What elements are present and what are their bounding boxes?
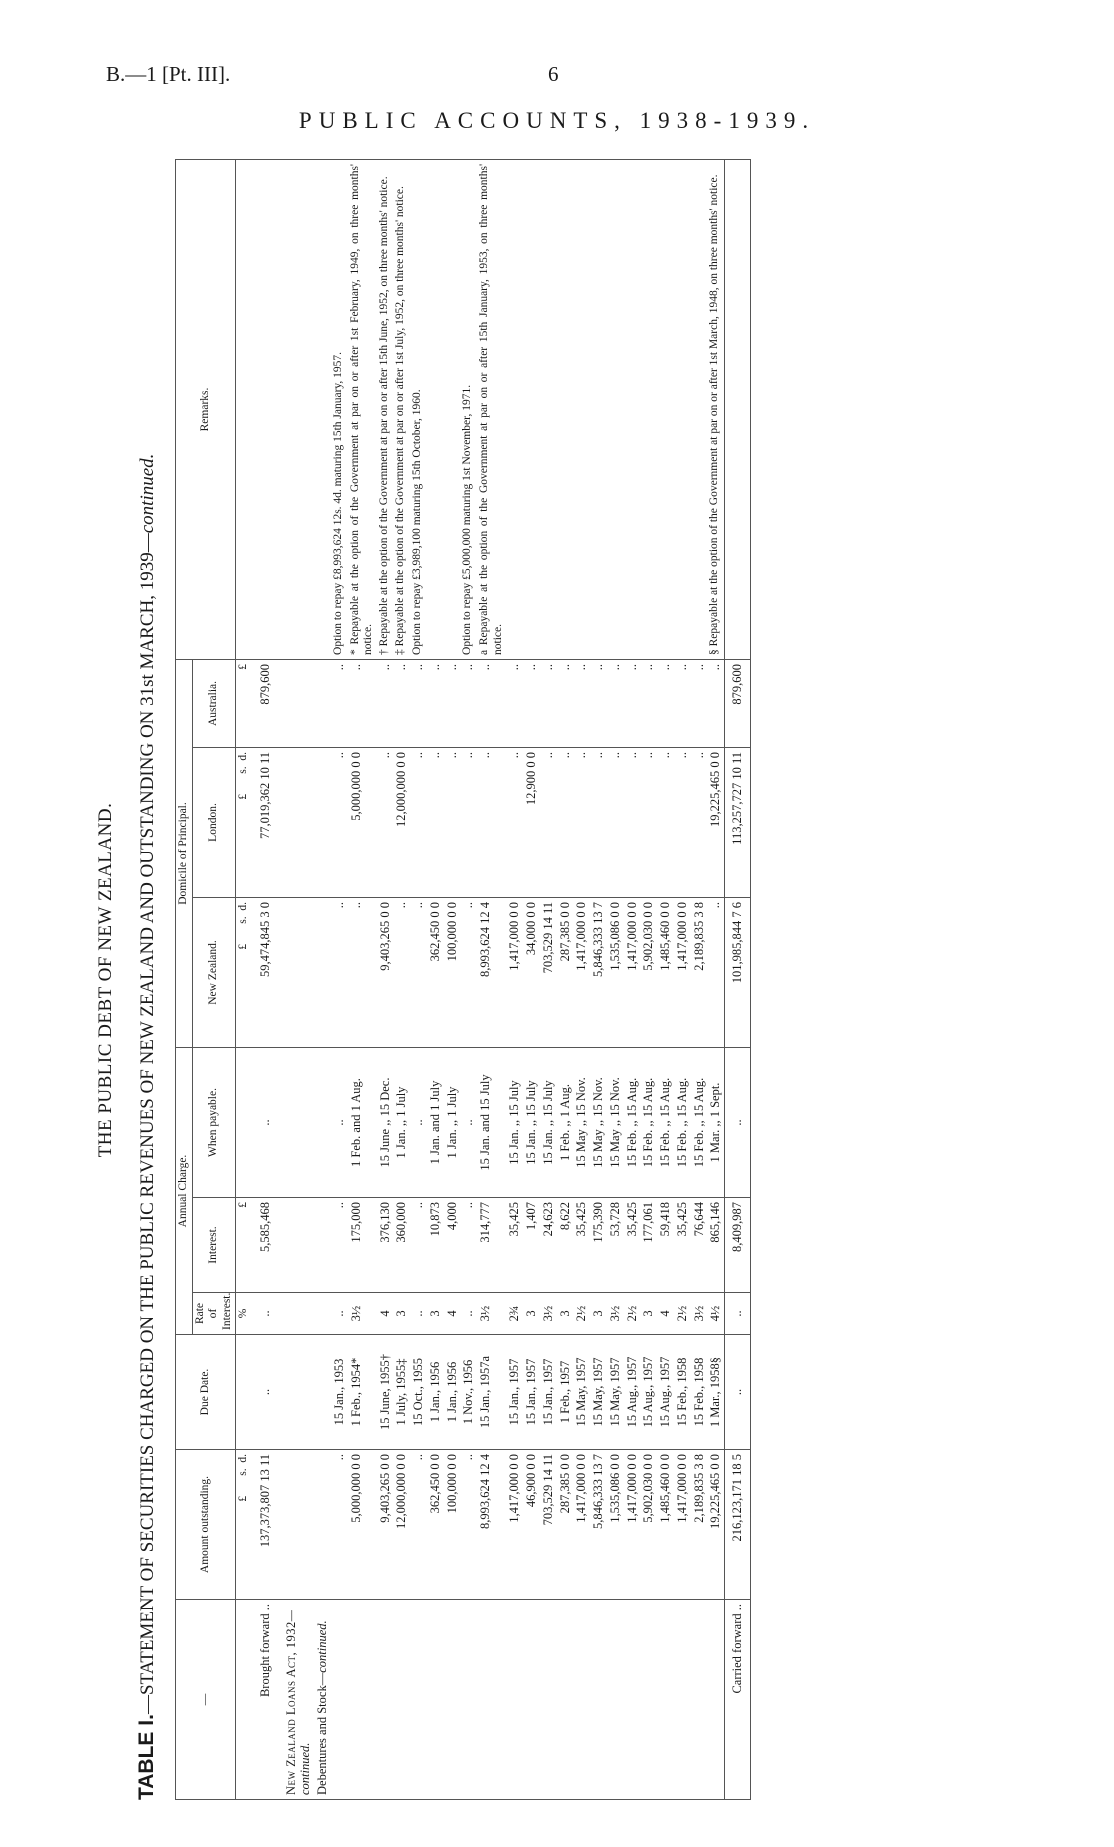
cell-interest: 177,061 [640,1198,657,1293]
cell-london: .. [691,748,708,898]
cell-london: .. [590,748,607,898]
cell-remark [607,159,624,659]
cell-when: 15 Jan. ,, 15 July [506,1048,523,1198]
description-header: — [176,1600,236,1800]
unit-label: £ [236,1198,252,1293]
section-heading-continued: —continued. [283,1610,313,1795]
cell-rate: 3½ [477,1293,506,1335]
cell-remark: * Repayable at the option of the Government at par on or after 1st February, 1949, on three months' notice. [348,159,377,659]
section-heading [283,1600,315,1800]
cell-when: .. [725,1048,751,1198]
cell-nz: .. [393,898,410,1048]
cell-due: 15 Aug., 1957 [657,1335,674,1450]
cell-when: 15 Feb. ,, 15 Aug. [624,1048,641,1198]
cell-interest: 24,623 [540,1198,557,1293]
table-title-text: —STATEMENT OF SECURITIES CHARGED ON THE PUBLIC REVENUES OF NEW ZEALAND AND OUTSTANDING ON 31st MARCH, 1939— [137,533,158,1715]
domicile-of-principal-header: Domicile of Principal. [176,659,193,1047]
cell-nz: 287,385 0 0 [557,898,574,1048]
cell-due: 15 Jan., 1953 [331,1335,348,1450]
cell-due: .. [725,1335,751,1450]
cell-amount: 100,000 0 0 [444,1450,461,1600]
cell-when: 15 Feb. ,, 15 Aug. [640,1048,657,1198]
cell-rate: .. [410,1293,427,1335]
table-body [236,159,725,1799]
cell-aus: .. [657,659,674,747]
cell-aus: .. [691,659,708,747]
cell-when: 15 June ,, 15 Dec. [377,1048,394,1198]
cell-due: 15 Feb., 1958 [674,1335,691,1450]
subheading-row [314,159,331,1799]
units-row [236,159,252,1799]
cell-due: 1 Nov., 1956 [460,1335,477,1450]
cell-when: 15 May ,, 15 Nov. [573,1048,590,1198]
cell-due: 15 Jan., 1957 [540,1335,557,1450]
cell-when: 15 Jan. ,, 15 July [540,1048,557,1198]
cell-due: 15 May, 1957 [573,1335,590,1450]
cell-when: 1 Feb. ,, 1 Aug. [557,1048,574,1198]
cell-amount: 2,189,835 3 8 [691,1450,708,1600]
cell-remark: Option to repay £8,993,624 12s. 4d. maturing 15th January, 1957. [331,159,348,659]
cell-amount: .. [410,1450,427,1600]
cell-nz: 5,902,030 0 0 [640,898,657,1048]
cell-when: 15 May ,, 15 Nov. [607,1048,624,1198]
cell-amount: 19,225,465 0 0 [707,1450,724,1600]
cell-remark: † Repayable at the option of the Government at par on or after 15th June, 1952, on three months' notice. [377,159,394,659]
cell-remark [506,159,523,659]
cell-due: 1 Mar., 1958§ [707,1335,724,1450]
cell-rate: .. [331,1293,348,1335]
table-row [460,159,477,1799]
cell-remark [540,159,557,659]
table-row [331,159,348,1799]
section-heading-row [283,159,315,1799]
table-row [393,159,410,1799]
cell-amount: 137,373,807 13 11 [252,1450,283,1600]
cell-interest: 314,777 [477,1198,506,1293]
cell-rate: 3 [393,1293,410,1335]
cell-rate: 4 [444,1293,461,1335]
page-title: PUBLIC ACCOUNTS, 1938-1939. [298,108,816,133]
australia-header: Australia. [192,659,236,747]
document-reference: B.—1 [Pt. III]. [106,62,231,86]
cell-due: 1 Feb., 1954* [348,1335,377,1450]
cell-nz: 1,535,086 0 0 [607,898,624,1048]
section-heading-text: New Zealand Loans Act, 1932 [283,1621,298,1795]
cell-interest: .. [331,1198,348,1293]
cell-london: 113,257,727 10 11 [725,748,751,898]
cell-london: .. [540,748,557,898]
cell-rate: 2½ [674,1293,691,1335]
cell-interest: 35,425 [506,1198,523,1293]
page-header [0,0,1114,133]
cell-london: .. [657,748,674,898]
cell-when: 1 Jan. and 1 July [427,1048,444,1198]
cell-london: .. [460,748,477,898]
cell-london: .. [506,748,523,898]
table-row [624,159,641,1799]
cell-remark [557,159,574,659]
cell-rate: 3½ [607,1293,624,1335]
table-row [607,159,624,1799]
subheading-text: Debentures and Stock— [315,1672,330,1795]
cell-rate: 3 [557,1293,574,1335]
cell-amount: 5,902,030 0 0 [640,1450,657,1600]
cell-nz: 34,000 0 0 [523,898,540,1048]
cell-amount: 46,900 0 0 [523,1450,540,1600]
table-row [640,159,657,1799]
cell-rate: 3 [640,1293,657,1335]
cell-rate: 2½ [624,1293,641,1335]
cell-interest: 76,644 [691,1198,708,1293]
cell-due: 15 Jan., 1957a [477,1335,506,1450]
cell-aus: .. [377,659,394,747]
table-row [477,159,506,1799]
table-row [674,159,691,1799]
cell-when: 15 Jan. and 15 July [477,1048,506,1198]
cell-rate: 4 [377,1293,394,1335]
cell-nz: 362,450 0 0 [427,898,444,1048]
cell-aus: .. [410,659,427,747]
cell-when: 1 Jan. ,, 1 July [444,1048,461,1198]
cell-rate: 4 [657,1293,674,1335]
cell-due: 15 Jan., 1957 [523,1335,540,1450]
cell-nz: 8,993,624 12 4 [477,898,506,1048]
remarks-header: Remarks. [176,159,236,659]
cell-london: 19,225,465 0 0 [707,748,724,898]
cell-rate: 3 [427,1293,444,1335]
cell-interest: 376,130 [377,1198,394,1293]
cell-london: .. [410,748,427,898]
cell-interest: .. [460,1198,477,1293]
table-row [590,159,607,1799]
table-row [657,159,674,1799]
cell-aus: .. [460,659,477,747]
cell-nz: .. [460,898,477,1048]
cell-rate: 3 [590,1293,607,1335]
cell-interest: 175,390 [590,1198,607,1293]
cell-due: 1 Jan., 1956 [427,1335,444,1450]
cell-remark [640,159,657,659]
brought-forward-row [252,159,283,1799]
cell-nz: 1,417,000 0 0 [506,898,523,1048]
cell-london: .. [377,748,394,898]
cell-london: 12,000,000 0 0 [393,748,410,898]
page-number: 6 [548,62,559,86]
unit-label: £ s. d. [236,1450,252,1600]
cell-aus: .. [573,659,590,747]
rotated-table-area [85,160,1045,1800]
cell-rate: 3 [523,1293,540,1335]
cell-when: 1 Feb. and 1 Aug. [348,1048,377,1198]
cell-when: .. [252,1048,283,1198]
cell-london: .. [331,748,348,898]
cell-nz: .. [707,898,724,1048]
cell-when: 15 Feb. ,, 15 Aug. [657,1048,674,1198]
table-row [707,159,724,1799]
cell-australia: 879,600 [725,659,751,747]
cell-when: 15 Feb. ,, 15 Aug. [691,1048,708,1198]
cell-remark: Option to repay £5,000,000 maturing 1st November, 1971. [460,159,477,659]
cell-aus: .. [590,659,607,747]
cell-amount: 1,485,460 0 0 [657,1450,674,1600]
cell-due: 1 July, 1955‡ [393,1335,410,1450]
cell-interest: 59,418 [657,1198,674,1293]
table-label: TABLE I. [135,1714,158,1800]
table-title [135,160,159,1800]
cell-aus: .. [674,659,691,747]
cell-nz: 9,403,265 0 0 [377,898,394,1048]
cell-london: .. [427,748,444,898]
cell-due: 15 Jan., 1957 [506,1335,523,1450]
cell-aus: .. [393,659,410,747]
cell-aus: .. [427,659,444,747]
table-row [523,159,540,1799]
cell-interest: 865,146 [707,1198,724,1293]
cell-when: .. [460,1048,477,1198]
securities-table [175,159,751,1800]
cell-due: 15 Aug., 1957 [640,1335,657,1450]
cell-amount: 12,000,000 0 0 [393,1450,410,1600]
table-row [410,159,427,1799]
cell-due: .. [252,1335,283,1450]
table-row [427,159,444,1799]
cell-when: .. [410,1048,427,1198]
cell-interest: 360,000 [393,1198,410,1293]
cell-aus: .. [624,659,641,747]
rate-of-interest-header: Rate of Interest. [192,1293,236,1335]
cell-amount: 1,417,000 0 0 [674,1450,691,1600]
cell-amount: 1,535,086 0 0 [607,1450,624,1600]
cell-when: 1 Jan. ,, 1 July [393,1048,410,1198]
cell-london: 77,019,362 10 11 [252,748,283,898]
london-header: London. [192,748,236,898]
cell-rate: 3½ [691,1293,708,1335]
carried-forward-label: Carried forward .. [725,1600,751,1800]
due-date-header: Due Date. [176,1335,236,1450]
cell-amount: 9,403,265 0 0 [377,1450,394,1600]
cell-remark [590,159,607,659]
cell-nz: 59,474,845 3 0 [252,898,283,1048]
cell-rate: 3½ [348,1293,377,1335]
cell-london: 12,900 0 0 [523,748,540,898]
cell-nz: 2,189,835 3 8 [691,898,708,1048]
cell-due: 15 June, 1955† [377,1335,394,1450]
cell-due: 15 Oct., 1955 [410,1335,427,1450]
cell-rate: 2¾ [506,1293,523,1335]
cell-rate: 2½ [573,1293,590,1335]
cell-interest: 35,425 [573,1198,590,1293]
cell-london: .. [444,748,461,898]
table-row [377,159,394,1799]
public-debt-heading: THE PUBLIC DEBT OF NEW ZEALAND. [95,802,116,1158]
cell-aus: .. [506,659,523,747]
cell-nz: .. [331,898,348,1048]
brought-forward-label: Brought forward .. [252,1600,283,1800]
cell-amount: 5,000,000 0 0 [348,1450,377,1600]
cell-interest: 5,585,468 [252,1198,283,1293]
cell-amount: 1,417,000 0 0 [573,1450,590,1600]
cell-aus: .. [540,659,557,747]
cell-interest: 8,622 [557,1198,574,1293]
cell-amount: 216,123,171 18 5 [725,1450,751,1600]
table-footer [725,159,751,1799]
cell-london: .. [557,748,574,898]
cell-london: .. [607,748,624,898]
cell-amount: 287,385 0 0 [557,1450,574,1600]
cell-amount: .. [331,1450,348,1600]
new-zealand-header: New Zealand. [192,898,236,1048]
cell-rate: .. [252,1293,283,1335]
cell-remark [674,159,691,659]
cell-aus: .. [557,659,574,747]
table-row [444,159,461,1799]
cell-interest: 1,407 [523,1198,540,1293]
cell-aus: .. [640,659,657,747]
cell-nz: 1,417,000 0 0 [624,898,641,1048]
table-row [691,159,708,1799]
cell-amount: 8,993,624 12 4 [477,1450,506,1600]
cell-remark [427,159,444,659]
unit-label: £ [236,659,252,747]
cell-australia: 879,600 [252,659,283,747]
cell-aus: .. [444,659,461,747]
cell-london: .. [573,748,590,898]
unit-label: % [236,1293,252,1335]
cell-remark [657,159,674,659]
cell-when: 15 Jan. ,, 15 July [523,1048,540,1198]
cell-due: 15 May, 1957 [590,1335,607,1450]
subheading [314,1600,331,1800]
cell-when: 15 Feb. ,, 15 Aug. [674,1048,691,1198]
table-row [348,159,377,1799]
cell-nz: 1,485,460 0 0 [657,898,674,1048]
cell-aus: .. [331,659,348,747]
unit-label: £ s. d. [236,898,252,1048]
cell-interest: 35,425 [624,1198,641,1293]
cell-due: 15 Aug., 1957 [624,1335,641,1450]
cell-when: 1 Mar. ,, 1 Sept. [707,1048,724,1198]
amount-outstanding-header: Amount outstanding. [176,1450,236,1600]
cell-rate: .. [460,1293,477,1335]
cell-interest: 35,425 [674,1198,691,1293]
cell-aus: .. [707,659,724,747]
cell-nz: 1,417,000 0 0 [573,898,590,1048]
cell-remark: a Repayable at the option of the Government at par on or after 15th January, 1953, on three months' notice. [477,159,506,659]
cell-interest: 10,873 [427,1198,444,1293]
table-row [540,159,557,1799]
cell-due: 1 Feb., 1957 [557,1335,574,1450]
cell-aus: .. [477,659,506,747]
cell-amount: 703,529 14 11 [540,1450,557,1600]
cell-amount: .. [460,1450,477,1600]
cell-remark [444,159,461,659]
when-payable-header: When payable. [192,1048,236,1198]
cell-due: 15 May, 1957 [607,1335,624,1450]
cell-rate: .. [725,1293,751,1335]
cell-interest: 53,728 [607,1198,624,1293]
cell-remark: § Repayable at the option of the Government at par on or after 1st March, 1948, on three months' notice. [707,159,724,659]
table-row [506,159,523,1799]
cell-remark: ‡ Repayable at the option of the Government at par on or after 1st July, 1952, on three months' notice. [393,159,410,659]
cell-amount: 1,417,000 0 0 [506,1450,523,1600]
table-row [557,159,574,1799]
cell-nz: 101,985,844 7 6 [725,898,751,1048]
cell-aus: .. [607,659,624,747]
cell-london: .. [624,748,641,898]
cell-interest: 175,000 [348,1198,377,1293]
cell-nz: 1,417,000 0 0 [674,898,691,1048]
cell-london: .. [640,748,657,898]
table-title-continued: continued. [137,453,158,534]
cell-amount: 5,846,333 13 7 [590,1450,607,1600]
cell-rate: 4½ [707,1293,724,1335]
table-row [573,159,590,1799]
cell-rate: 3½ [540,1293,557,1335]
cell-nz: 703,529 14 11 [540,898,557,1048]
cell-interest: .. [410,1198,427,1293]
cell-nz: .. [410,898,427,1048]
cell-nz: 5,846,333 13 7 [590,898,607,1048]
cell-aus: .. [348,659,377,747]
subheading-continued: continued. [315,1620,330,1673]
cell-interest: 4,000 [444,1198,461,1293]
cell-remark [691,159,708,659]
cell-remark [624,159,641,659]
cell-remark: Option to repay £3,989,100 maturing 15th October, 1960. [410,159,427,659]
interest-header: Interest. [192,1198,236,1293]
cell-london: 5,000,000 0 0 [348,748,377,898]
cell-aus: .. [523,659,540,747]
cell-remark [573,159,590,659]
cell-remark [523,159,540,659]
cell-when: .. [331,1048,348,1198]
cell-london: .. [477,748,506,898]
cell-due: 1 Jan., 1956 [444,1335,461,1450]
cell-due: 15 Feb., 1958 [691,1335,708,1450]
carried-forward-row [725,159,751,1799]
cell-amount: 362,450 0 0 [427,1450,444,1600]
cell-london: .. [674,748,691,898]
cell-nz: .. [348,898,377,1048]
annual-charge-header: Annual Charge. [176,1048,193,1335]
cell-when: 15 May ,, 15 Nov. [590,1048,607,1198]
unit-label: £ s. d. [236,748,252,898]
cell-amount: 1,417,000 0 0 [624,1450,641,1600]
cell-interest: 8,409,987 [725,1198,751,1293]
cell-nz: 100,000 0 0 [444,898,461,1048]
